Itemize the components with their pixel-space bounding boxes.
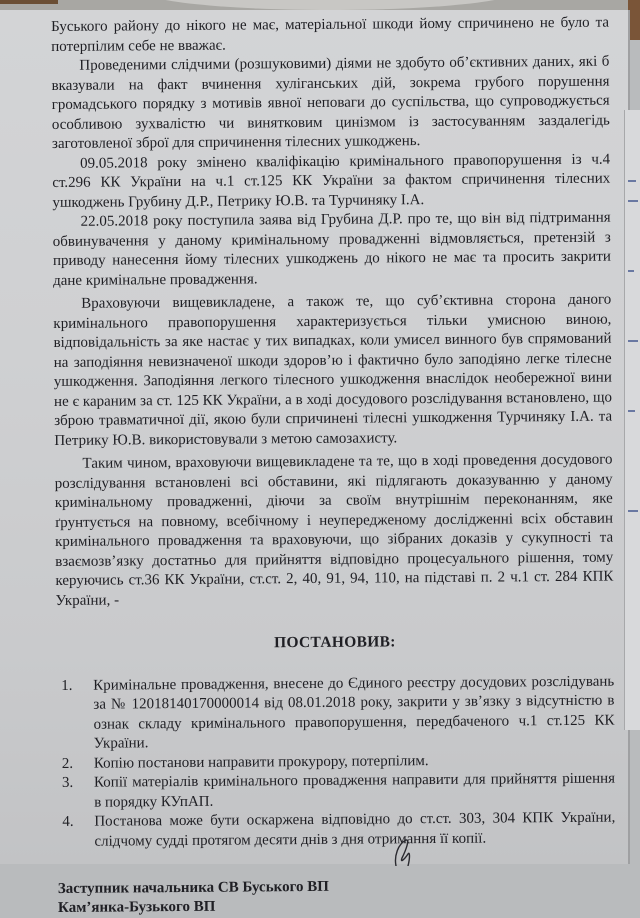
table-edge — [0, 0, 58, 4]
resolution-heading: ПОСТАНОВИВ: — [274, 633, 396, 652]
item-text: Постанова може бути оскаржена відповідно до ст.ст. 303, 304 КПК України, слідчому судді протягом десяти днів з дня отримання її копії. — [94, 809, 616, 850]
item-text: Копію постанови направити прокурору, потерпілим. — [93, 752, 429, 772]
signatory-position: Заступник начальника СВ Буського ВП — [57, 878, 329, 897]
signatory-block — [58, 876, 616, 918]
paragraph-statement: 22.05.2018 року поступила заява від Грубина Д.Р. про те, що він від підтримання обвинувачення у даному кримінальному провадженні відмовляється, претензій з приводу нанесення йому тілесних ушкоджень до нікого не має та просить закрити дане кримінальне провадження. — [52, 209, 611, 289]
signatory-department: Кам’янка-Бузького ВП — [57, 898, 216, 916]
table-edge-right — [628, 0, 640, 40]
paragraph-reasoning: Враховуючи вищевикладене, а також те, що суб’єктивна сторона даного кримінального правопорушення характеризується тільки умисною виною, відповідальність за яке настає у тих випадках, коли умисел винного був спрямований на заподіяння невизначеної шкоди здоров’ю і фактично було заподіяно легке тілесне ушкодження. Заподіяння легкого тілесного ушкодження внаслідок необережної вини не є караним за ст. 125 КК України, а в ході досудового розслідування встановлено, що зброю травматичної дії, якою були спричинені тілесні ушкодження Турчиняку І.А. та Петрику Ю.В. використовували з метою самозахисту. — [53, 291, 613, 449]
resolution-item — [57, 770, 615, 813]
paragraph-requalification: 09.05.2018 року змінено кваліфікацію кримінального правопорушення із ч.4 ст.296 КК України на ч.1 ст.125 КК України за фактом спричинення тілесних ушкоджень Грубину Д.Р., Петрику Ю.В. та Турчиняку І.А. — [52, 151, 611, 211]
item-text: Кримінальне провадження, внесене до Єдиного реєстру досудових розслідувань за № 12018140170000014 від 08.01.2018 року, закрити у зв’язку з відсутністю в ознак складу кримінального правопорушення, передбаченого ч.1 ст.125 КК України. — [93, 673, 615, 752]
document-body — [51, 14, 616, 918]
paragraph-continuation: Буського району до нікого не має, матеріальної шкоди йому спричинено не було та потерпілим себе не вважає. — [51, 14, 610, 55]
item-number: 3. — [61, 774, 74, 791]
paragraph-conclusion: Таким чином, враховуючи вищевикладене та те, що в ході проведення досудового розслідування встановлені всі обставини, які підлягають доказуванню у даному кримінальному провадженні, діючи за своїм внутрішнім переконанням, яке ґрунтується на повному, всебічному і неупередженому дослідженні всіх обставин кримінального провадження та враховуючи, що зібраних доказів у сукупності та взаємозв’язку достатньо для прийняття відповідно процесуального рішення, тому керуючись ст.36 КК України, ст.ст. 2, 40, 91, 94, 110, на підставі п. 2 ч.1 ст. 284 КПК України, - — [54, 451, 614, 609]
item-text: Копії матеріалів кримінального провадження направити для прийняття рішення в порядку КУпАП. — [93, 770, 616, 811]
item-number: 1. — [61, 677, 73, 694]
item-number: 2. — [61, 755, 74, 772]
paragraph-investigation: Проведеними слідчими (розшуковими) діями не здобуто об’єктивних даних, які б вказували на факт вчинення хуліганських дій, зокрема грубого порушення громадського порядку з мотивів явної неповаги до суспільства, що супроводжується особливою зухвалістю чи винятковим цинізмом із застосуванням заздалегідь заготовленої зброї для спричинення тілесних ушкоджень. — [51, 53, 610, 152]
resolution-item — [56, 672, 615, 754]
resolution-items — [56, 672, 615, 852]
adjacent-page-edge — [624, 110, 640, 730]
handwritten-signature — [388, 836, 428, 866]
item-number: 4. — [62, 813, 74, 830]
resolution-item — [57, 809, 615, 852]
